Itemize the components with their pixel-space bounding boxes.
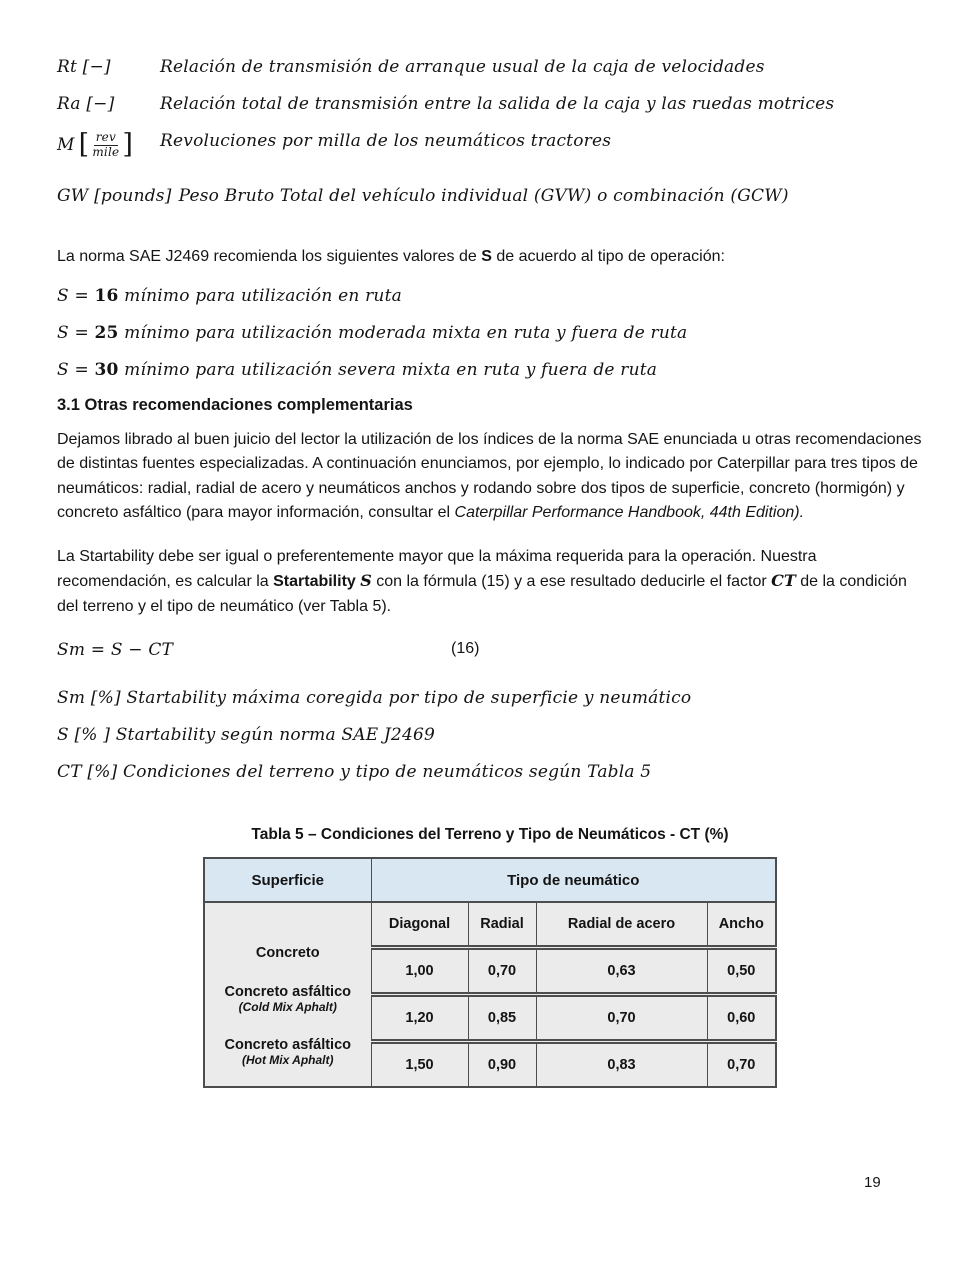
definition-symbol: Rt [−] [57,57,111,77]
column-header-ancho: Ancho [707,902,776,948]
table5-surface-column [204,902,371,1087]
definition-rt [57,57,923,77]
sae-intro-line: La norma SAE J2469 recomienda los siguientes valores de S de acuerdo al tipo de operación: [57,247,725,265]
table-value-cell: 0,90 [468,1042,536,1088]
paragraph-recomendaciones: Dejamos librado al buen juicio del lector la utilización de los índices de la norma SAE enunciada u otras recomendaciones de distintas fuentes especializadas. A continuación enunciamos, por ejemplo, lo indicado por Caterpillar para tres tipos de neumáticos: radial, radial de acero y neumáticos anchos y rodando sobre dos tipos de superficie, concreto (hormigón) y concreto asfáltico (para mayor información, consultar el Caterpillar Performance Handbook, 44th Edition). [57,430,922,522]
definition-text: Relación total de transmisión entre la salida de la caja y las ruedas motrices [160,94,835,114]
row-label-concreto: Concreto [255,944,320,961]
table-value-cell: 0,70 [707,1042,776,1088]
table-value-cell: 0,50 [707,948,776,995]
table-value-cell: 0,85 [468,995,536,1042]
s-value-line-severa: S = 30 mínimo para utilización severa mixta en ruta y fuera de ruta [57,359,658,380]
table5-group-header: Tipo de neumático [371,858,776,902]
definition-text: Relación de transmisión de arranque usual de la caja de velocidades [160,57,765,77]
table5-column-header-row [204,902,776,948]
table-value-cell: 0,70 [536,995,707,1042]
empty-corner-cell [205,910,371,934]
table-value-cell: 0,70 [468,948,536,995]
table5-group-header-row [204,858,776,902]
column-header-radial-acero: Radial de acero [536,902,707,948]
table-value-cell: 1,50 [371,1042,468,1088]
column-header-diagonal: Diagonal [371,902,468,948]
page-number: 19 [864,1174,881,1191]
formula-expression: Sm = S − CT [57,640,174,661]
section-heading-3-1: 3.1 Otras recomendaciones complementarias [57,395,413,414]
definition-text: Peso Bruto Total del vehículo individual (GVW) o combinación (GCW) [178,185,789,206]
table-value-cell: 0,63 [536,948,707,995]
paragraph-startability: La Startability debe ser igual o preferentemente mayor que la máxima requerida para la operación. Nuestra recomendación, es calcular la Startability S con la fórmula (15) y a ese resultado deducirle el factor CT de la condición del terreno y el tipo de neumático (ver Tabla 5). [57,547,907,615]
table5-corner-header: Superficie [204,858,371,902]
table5-title: Tabla 5 – Condiciones del Terreno y Tipo de Neumáticos - CT (%) [251,826,729,844]
table-value-cell: 0,83 [536,1042,707,1088]
column-header-radial: Radial [468,902,536,948]
table-value-cell: 0,60 [707,995,776,1042]
row-label-hot-mix: Concreto asfáltico (Hot Mix Aphalt) [224,1037,351,1068]
definition-symbol: GW [pounds] [57,185,172,206]
symbol-ct: CT [771,571,796,591]
table-value-cell: 1,20 [371,995,468,1042]
definition-sm: Sm [%] Startability máxima coregida por tipo de superficie y neumático [57,688,692,709]
formula-16 [57,640,923,664]
row-label-cold-mix: Concreto asfáltico (Cold Mix Aphalt) [224,984,351,1015]
bold-s-symbol: S [481,247,492,265]
book-title: Caterpillar Performance Handbook, 44th Edition). [454,504,805,522]
s-value-line-ruta: S = 16 mínimo para utilización en ruta [57,285,402,306]
definition-s: S [% ] Startability según norma SAE J2469 [57,725,435,746]
definition-text: Revoluciones por milla de los neumáticos tractores [160,131,612,151]
s-value-line-moderada: S = 25 mínimo para utilización moderada mixta en ruta y fuera de ruta [57,322,688,343]
definition-symbol: M [ $\frac{\text{rev}}{\text{mile}}$ ] [57,128,134,160]
symbol-s: S [360,571,372,591]
table5 [203,857,777,1088]
table-value-cell: 1,00 [371,948,468,995]
definition-gw [57,186,923,206]
definition-symbol: Ra [−] [57,94,115,114]
definition-ct: CT [%] Condiciones del terreno y tipo de neumáticos según Tabla 5 [57,762,652,783]
equation-number: (16) [451,640,480,658]
rev-per-mile-fraction: [ $\frac{\text{rev}}{\text{mile}}$ ] [78,128,134,160]
definition-ra [57,94,923,114]
definition-m [57,128,923,160]
